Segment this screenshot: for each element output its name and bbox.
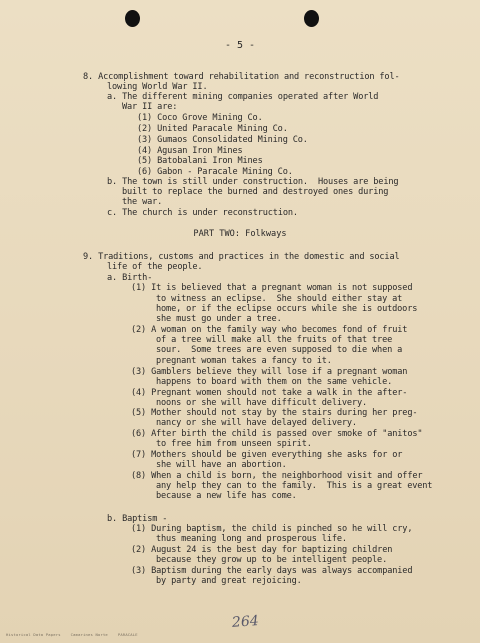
baptism-1-line-2: thus meaning long and prosperous life. bbox=[156, 534, 347, 544]
birth-2-line-1: (2) A woman on the family way who becomes fond of fruit bbox=[131, 325, 408, 335]
punch-hole-right bbox=[304, 10, 319, 27]
birth-8-line-3: because a new life has come. bbox=[156, 491, 297, 501]
mine-item-5: (5) Batobalani Iron Mines bbox=[137, 156, 263, 166]
birth-7-line-1: (7) Mothers should be given everything she asks for or bbox=[131, 450, 403, 460]
section-8c: c. The church is under reconstruction. bbox=[107, 208, 298, 218]
punch-hole-left bbox=[125, 10, 140, 27]
birth-2-line-2: of a tree will make all the fruits of that tree bbox=[156, 335, 393, 345]
birth-4-line-1: (4) Pregnant women should not take a walk in the after- bbox=[131, 388, 408, 398]
birth-1-line-4: she must go under a tree. bbox=[156, 314, 282, 324]
birth-6-line-2: to free him from unseen spirit. bbox=[156, 439, 312, 449]
archive-footer: Historical Data Papers Camarines Norte PARACALE bbox=[6, 632, 138, 637]
mine-item-1: (1) Coco Grove Mining Co. bbox=[137, 113, 263, 123]
mine-item-2: (2) United Paracale Mining Co. bbox=[137, 124, 288, 134]
section-8b-line-3: the war. bbox=[122, 197, 163, 207]
baptism-label: b. Baptism - bbox=[107, 514, 168, 524]
baptism-3-line-1: (3) Baptism during the early days was always accompanied bbox=[131, 566, 413, 576]
page-number: - 5 - bbox=[224, 40, 256, 51]
section-9-line-1: 9. Traditions, customs and practices in the domestic and social bbox=[83, 252, 400, 262]
section-9-line-2: life of the people. bbox=[107, 262, 203, 272]
birth-8-line-1: (8) When a child is born, the neighborhood visit and offer bbox=[131, 471, 423, 481]
part-two-heading: PART TWO: Folkways bbox=[193, 229, 287, 239]
birth-4-line-2: noons or she will have difficult delivery. bbox=[156, 398, 368, 408]
baptism-1-line-1: (1) During baptism, the child is pinched so he will cry, bbox=[131, 524, 413, 534]
handwritten-page-number: 264 bbox=[231, 613, 260, 631]
section-8-line-1: 8. Accomplishment toward rehabilitation and reconstruction fol- bbox=[83, 72, 400, 82]
birth-3-line-2: happens to board with them on the same vehicle. bbox=[156, 377, 393, 387]
birth-6-line-1: (6) After birth the child is passed over smoke of "anitos" bbox=[131, 429, 423, 439]
birth-3-line-1: (3) Gamblers believe they will lose if a pregnant woman bbox=[131, 367, 408, 377]
birth-1-line-1: (1) It is believed that a pregnant woman is not supposed bbox=[131, 283, 413, 293]
section-8-line-2: lowing World War II. bbox=[107, 82, 208, 92]
mine-item-4: (4) Agusan Iron Mines bbox=[137, 146, 243, 156]
section-8a-line-1: a. The different mining companies operated after World bbox=[107, 92, 379, 102]
birth-8-line-2: any help they can to the family. This is a great event bbox=[156, 481, 433, 491]
baptism-2-line-1: (2) August 24 is the best day for baptizing children bbox=[131, 545, 393, 555]
birth-1-line-2: to witness an eclipse. She should either stay at bbox=[156, 294, 403, 304]
mine-item-6: (6) Gabon - Paracale Mining Co. bbox=[137, 167, 293, 177]
birth-label: a. Birth- bbox=[107, 273, 153, 283]
mine-item-3: (3) Gumaos Consolidated Mining Co. bbox=[137, 135, 308, 145]
birth-2-line-3: sour. Some trees are even supposed to die when a bbox=[156, 345, 403, 355]
baptism-2-line-2: because they grow up to be intelligent people. bbox=[156, 555, 388, 565]
baptism-3-line-2: by party and great rejoicing. bbox=[156, 576, 302, 586]
birth-1-line-3: home, or if the eclipse occurs while she is outdoors bbox=[156, 304, 418, 314]
birth-2-line-4: pregnant woman takes a fancy to it. bbox=[156, 356, 332, 366]
section-8b-line-2: built to replace the burned and destroyed ones during bbox=[122, 187, 389, 197]
birth-5-line-2: nancy or she will have delayed delivery. bbox=[156, 418, 357, 428]
section-8b-line-1: b. The town is still under construction. Houses are being bbox=[107, 177, 399, 187]
birth-5-line-1: (5) Mother should not stay by the stairs during her preg- bbox=[131, 408, 418, 418]
birth-7-line-2: she will have an abortion. bbox=[156, 460, 287, 470]
section-8a-line-2: War II are: bbox=[122, 102, 178, 112]
